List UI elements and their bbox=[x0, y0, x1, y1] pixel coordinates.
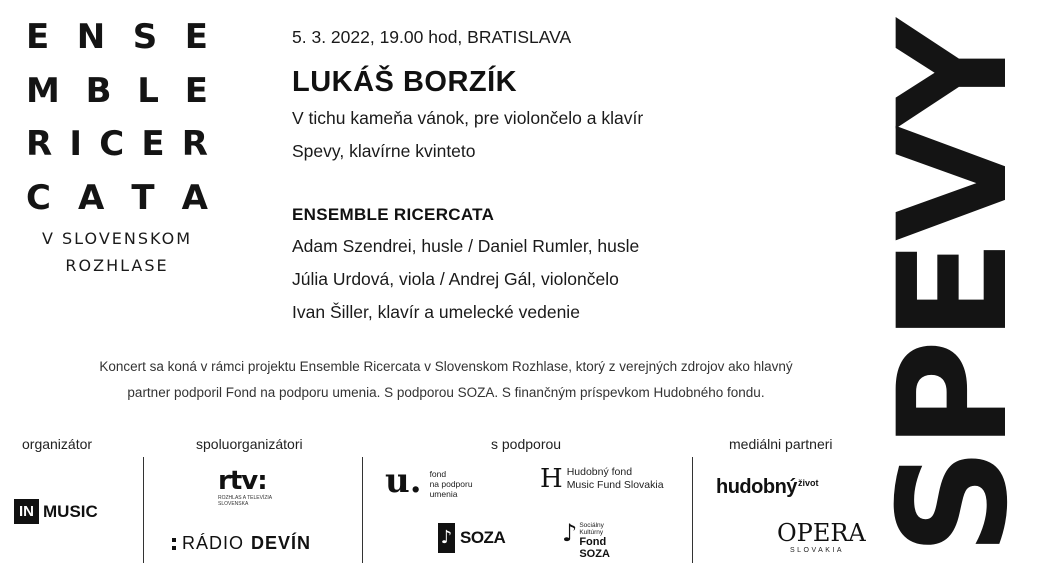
logo-letter: E bbox=[26, 17, 50, 57]
rtvs-tagline: ROZHLAS A TELEVÍZIA SLOVENSKA bbox=[218, 495, 272, 507]
fpu-logo bbox=[385, 461, 473, 501]
skf-note-icon: ♪ bbox=[562, 519, 578, 547]
logo-letter: R bbox=[181, 124, 208, 164]
event-date-line: 5. 3. 2022, 19.00 hod, BRATISLAVA bbox=[292, 27, 572, 47]
logo-letter: B bbox=[85, 71, 112, 111]
divider bbox=[362, 457, 363, 563]
divider bbox=[143, 457, 144, 563]
skf-text-line: SOZA bbox=[579, 548, 610, 560]
hudobny-fond-logo bbox=[540, 466, 664, 492]
hudobny-zivot-logo bbox=[716, 476, 818, 499]
radio-dots-icon bbox=[172, 538, 176, 550]
performer-line: Adam Szendrei, husle / Daniel Rumler, husle bbox=[292, 236, 640, 256]
logo-letter: C bbox=[99, 124, 125, 164]
soza-logo bbox=[438, 523, 505, 553]
funding-note-line-1: Koncert sa koná v rámci projektu Ensemble Ricercata v Slovenskom Rozhlase, ktorý z verejných zdrojov ako hlavný bbox=[99, 359, 793, 374]
logo-line-2 bbox=[26, 71, 208, 111]
logo-letter: S bbox=[132, 17, 158, 57]
logo-line-3 bbox=[26, 124, 208, 164]
hudobny-fond-text-line: Hudobný fond bbox=[566, 466, 633, 478]
logo-letter: A bbox=[78, 178, 105, 218]
opera-word: OPERA bbox=[777, 519, 866, 547]
logo-letter: A bbox=[181, 178, 208, 218]
logo-letter: I bbox=[69, 124, 83, 164]
ensemble-title: ENSEMBLE RICERCATA bbox=[292, 205, 495, 224]
fpu-text-line: umenia bbox=[429, 489, 458, 499]
inmusic-logo-music: MUSIC bbox=[43, 501, 98, 521]
logo-subtitle-2: ROZHLASE bbox=[65, 256, 169, 275]
logo-letter: E bbox=[141, 124, 165, 164]
big-title-wrap bbox=[867, 0, 1041, 576]
organizer-label: organizátor bbox=[22, 436, 93, 452]
work-title: V tichu kameňa vánok, pre violončelo a klavír bbox=[292, 108, 644, 128]
logo-line-1 bbox=[26, 17, 208, 57]
radio-devin-logo bbox=[172, 533, 311, 554]
big-title: SPEVY bbox=[867, 20, 1041, 556]
fpu-text bbox=[430, 469, 473, 499]
slovakia-word: SLOVAKIA bbox=[789, 547, 845, 554]
composer-name: LUKÁŠ BORZÍK bbox=[292, 66, 518, 98]
hudobny-zivot-main: hudobný bbox=[716, 476, 797, 498]
fpu-mark: u. bbox=[385, 461, 422, 501]
hudobny-fond-text bbox=[567, 466, 664, 492]
logo-line-4 bbox=[26, 178, 208, 218]
skf-soza-logo bbox=[562, 518, 619, 560]
logo-letter: C bbox=[26, 178, 51, 218]
inmusic-logo bbox=[14, 499, 98, 524]
logo-letter: T bbox=[131, 178, 155, 218]
logo-letter: N bbox=[76, 17, 106, 57]
logo-letter: M bbox=[26, 71, 60, 111]
logo-letter: R bbox=[26, 124, 53, 164]
inmusic-logo-in: IN bbox=[14, 499, 39, 524]
skf-text bbox=[579, 522, 619, 560]
skf-text-line: Sociálny bbox=[579, 522, 604, 529]
performer-line: Ivan Šiller, klavír a umelecké vedenie bbox=[292, 302, 580, 322]
performer-line: Júlia Urdová, viola / Andrej Gál, violončelo bbox=[292, 269, 619, 289]
logo-letter: E bbox=[184, 17, 208, 57]
logo-letter: E bbox=[184, 71, 208, 111]
hudobny-zivot-sup: život bbox=[797, 478, 819, 488]
soza-note-icon: ♪ bbox=[438, 523, 455, 553]
logo-subtitle-1: V SLOVENSKOM bbox=[41, 229, 193, 248]
opera-slovakia-logo bbox=[777, 519, 866, 554]
fpu-text-line: fond bbox=[429, 469, 447, 479]
skf-text-line: Fond bbox=[579, 536, 607, 548]
rtvs-mark: rtv: bbox=[218, 466, 267, 496]
logo-letter: L bbox=[137, 71, 159, 111]
work-title: Spevy, klavírne kvinteto bbox=[292, 141, 476, 161]
funding-note-line-2: partner podporil Fond na podporu umenia. S podporou SOZA. S finančným príspevkom Hudobného fondu. bbox=[127, 385, 765, 400]
hudobny-fond-text-line: Music Fund Slovakia bbox=[566, 479, 664, 491]
divider bbox=[692, 457, 693, 563]
hudobny-fond-mark: H bbox=[540, 464, 563, 494]
support-label: s podporou bbox=[491, 436, 562, 452]
soza-text: SOZA bbox=[460, 528, 506, 547]
media-partners-label: mediálni partneri bbox=[729, 436, 833, 452]
radio-word: RÁDIO bbox=[182, 533, 245, 553]
rtvs-logo bbox=[218, 468, 274, 507]
fpu-text-line: na podporu bbox=[429, 479, 473, 489]
skf-text-line: Kultúrny bbox=[579, 529, 604, 536]
coorganizers-label: spoluorganizátori bbox=[196, 436, 303, 452]
devin-word: DEVÍN bbox=[251, 533, 312, 553]
